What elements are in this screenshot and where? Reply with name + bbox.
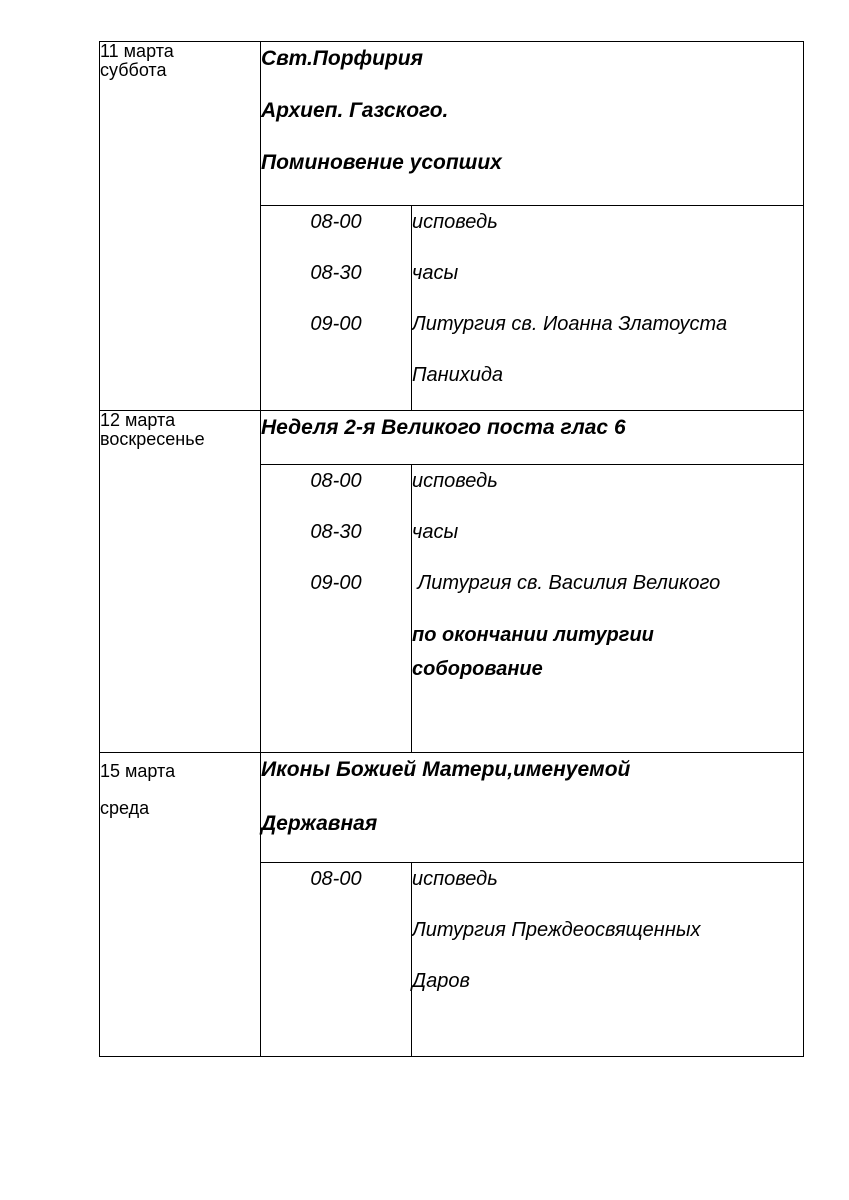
service-name: исповедь [412, 470, 498, 492]
feast-line: Иконы Божией Матери,именуемой [261, 758, 631, 781]
services-cell [412, 465, 804, 753]
service-name: часы [412, 521, 459, 543]
date-label: 11 марта [100, 41, 174, 61]
day-row [100, 42, 804, 206]
weekday-label: суббота [100, 60, 167, 80]
service-name: Панихида [412, 364, 504, 386]
feast-line: Свт.Порфирия [261, 47, 423, 70]
date-cell [100, 42, 261, 411]
feast-line: Неделя 2-я Великого поста глас 6 [261, 416, 626, 439]
service-name: исповедь [412, 211, 498, 233]
service-time: 09-00 [310, 572, 362, 594]
feast-line: Архиеп. Газского. [261, 99, 449, 122]
times-cell [261, 863, 412, 1057]
date-label: 12 марта [100, 410, 176, 430]
service-note: соборование [412, 658, 543, 680]
feast-cell [261, 42, 804, 206]
service-schedule-table [99, 41, 804, 1057]
day-row [100, 753, 804, 863]
service-time: 08-00 [310, 470, 362, 492]
service-time: 08-00 [310, 211, 362, 233]
feast-cell [261, 753, 804, 863]
service-time: 09-00 [310, 313, 362, 335]
service-name: исповедь [412, 868, 498, 890]
feast-cell [261, 411, 804, 465]
date-cell [100, 753, 261, 1057]
weekday-label: воскресенье [100, 429, 205, 449]
service-note: по окончании литургии [412, 624, 654, 646]
service-name: Литургия Преждеосвященных [412, 919, 701, 941]
service-time: 08-30 [310, 521, 362, 543]
weekday-label: среда [100, 798, 150, 818]
feast-line: Поминовение усопших [261, 151, 502, 174]
service-name: Литургия св. Иоанна Златоуста [412, 313, 728, 335]
day-row [100, 411, 804, 465]
service-name: Даров [412, 970, 470, 992]
services-cell [412, 863, 804, 1057]
service-time: 08-30 [310, 262, 362, 284]
date-label: 15 марта [100, 761, 176, 781]
services-cell [412, 206, 804, 411]
date-cell [100, 411, 261, 753]
service-time: 08-00 [310, 868, 362, 890]
times-cell [261, 465, 412, 753]
times-cell [261, 206, 412, 411]
service-name: часы [412, 262, 459, 284]
service-name: Литургия св. Василия Великого [412, 572, 721, 594]
feast-line: Державная [261, 812, 378, 835]
